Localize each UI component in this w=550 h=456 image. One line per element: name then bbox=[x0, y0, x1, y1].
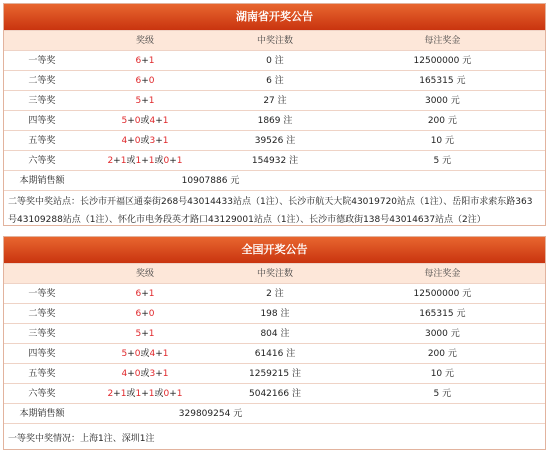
winner-count bbox=[210, 304, 340, 323]
ball-digit: 1 bbox=[120, 389, 127, 399]
match-rule bbox=[80, 324, 211, 343]
prize-unit: 元 bbox=[447, 349, 457, 359]
prize-value: 200 bbox=[427, 116, 446, 126]
ball-digit: 1 bbox=[135, 156, 142, 166]
red-ball-count: 5 bbox=[135, 329, 142, 339]
prize-value: 3000 bbox=[424, 329, 448, 339]
count-value: 154932 bbox=[251, 156, 287, 166]
prize-unit: 元 bbox=[442, 156, 452, 166]
prize-level: 三等奖 bbox=[28, 329, 56, 339]
count-unit: 注 bbox=[291, 369, 301, 379]
count-value: 1869 bbox=[257, 116, 281, 126]
red-ball-count: 6 bbox=[135, 289, 142, 299]
rule-connector: + bbox=[127, 116, 135, 126]
header-count: 中奖注数 bbox=[256, 36, 293, 46]
prize-amount bbox=[340, 131, 545, 150]
ball-digit: 1 bbox=[162, 369, 169, 379]
winner-count bbox=[210, 131, 340, 150]
prize-level: 四等奖 bbox=[28, 349, 56, 359]
ball-digit: 1 bbox=[148, 389, 155, 399]
rule-connector: 或 bbox=[140, 136, 150, 146]
match-rule bbox=[80, 304, 211, 323]
prize-level: 六等奖 bbox=[28, 156, 56, 166]
prize-level: 二等奖 bbox=[28, 309, 56, 319]
prize-level: 五等奖 bbox=[28, 369, 56, 379]
sales-value: 10907886 元 bbox=[181, 176, 240, 186]
sales-label: 本期销售额 bbox=[19, 176, 65, 186]
match-rule bbox=[80, 111, 211, 130]
winner-count bbox=[210, 344, 340, 363]
table-row bbox=[4, 343, 545, 363]
prize-value: 5 bbox=[433, 389, 440, 399]
prize-unit: 元 bbox=[456, 76, 466, 86]
rule-connector: + bbox=[127, 136, 135, 146]
national-first-prize-note: 一等奖中奖情况：上海1注、深圳1注 bbox=[4, 423, 545, 453]
match-rule bbox=[80, 364, 211, 383]
count-value: 1259215 bbox=[249, 369, 290, 379]
winner-count bbox=[210, 91, 340, 110]
winner-count bbox=[210, 324, 340, 343]
prize-amount bbox=[340, 364, 545, 383]
header-level bbox=[4, 31, 80, 50]
count-unit: 注 bbox=[286, 136, 296, 146]
rule-connector: + bbox=[113, 156, 121, 166]
winner-count bbox=[210, 111, 340, 130]
table-row bbox=[4, 110, 545, 130]
prize-level: 三等奖 bbox=[28, 96, 56, 106]
table-row bbox=[4, 323, 545, 343]
count-unit: 注 bbox=[286, 349, 296, 359]
national-sales-row bbox=[4, 403, 545, 423]
winner-count bbox=[210, 384, 340, 403]
prize-amount bbox=[340, 304, 545, 323]
hunan-sales-row bbox=[4, 170, 545, 190]
table-row bbox=[4, 283, 545, 303]
rule-connector: + bbox=[169, 156, 177, 166]
prize-level: 一等奖 bbox=[28, 289, 56, 299]
count-unit: 注 bbox=[280, 309, 290, 319]
prize-value: 12500000 bbox=[413, 56, 460, 66]
ball-digit: 4 bbox=[149, 116, 156, 126]
prize-unit: 元 bbox=[445, 369, 455, 379]
match-rule bbox=[80, 384, 211, 403]
national-panel-title: 全国开奖公告 bbox=[4, 237, 545, 263]
table-row bbox=[4, 363, 545, 383]
national-table-body bbox=[4, 283, 545, 403]
winner-count bbox=[210, 364, 340, 383]
count-value: 804 bbox=[260, 329, 278, 339]
header-level-label: 奖级 bbox=[135, 36, 154, 46]
ball-digit: 3 bbox=[149, 369, 156, 379]
match-rule bbox=[80, 284, 211, 303]
prize-amount bbox=[340, 71, 545, 90]
match-rule bbox=[80, 51, 211, 70]
rule-connector: 或 bbox=[126, 156, 136, 166]
plus-sign: + bbox=[141, 76, 149, 86]
hunan-second-prize-note: 二等奖中奖站点：长沙市开福区通泰街268号43014433站点（1注）、长沙市航天大院43019720站点（1注）、岳阳市求索东路363号43109288站点（1注）、怀化市电务段英才路口43129001站点（1注）、长沙市德政街138号43014637站点（2注） bbox=[4, 190, 545, 233]
match-rule bbox=[80, 91, 211, 110]
ball-digit: 0 bbox=[134, 136, 141, 146]
ball-digit: 2 bbox=[107, 156, 114, 166]
rule-connector: + bbox=[155, 136, 163, 146]
sales-value: 329809254 元 bbox=[178, 409, 243, 419]
rule-connector: + bbox=[155, 369, 163, 379]
table-row bbox=[4, 70, 545, 90]
count-unit: 注 bbox=[274, 289, 284, 299]
national-table-header bbox=[4, 263, 545, 283]
header-prize: 每注奖金 bbox=[424, 36, 461, 46]
rule-connector: 或 bbox=[140, 116, 150, 126]
hunan-table-body bbox=[4, 50, 545, 170]
prize-level: 六等奖 bbox=[28, 389, 56, 399]
header-count: 中奖注数 bbox=[256, 269, 293, 279]
table-row bbox=[4, 130, 545, 150]
red-ball-count: 6 bbox=[135, 309, 142, 319]
ball-digit: 1 bbox=[148, 156, 155, 166]
count-value: 39526 bbox=[254, 136, 284, 146]
count-value: 5042166 bbox=[249, 389, 290, 399]
winner-count bbox=[210, 71, 340, 90]
prize-unit: 元 bbox=[445, 136, 455, 146]
count-unit: 注 bbox=[280, 329, 290, 339]
plus-sign: + bbox=[141, 96, 149, 106]
count-value: 2 bbox=[266, 289, 272, 299]
ball-digit: 0 bbox=[134, 369, 141, 379]
ball-digit: 1 bbox=[176, 389, 183, 399]
prize-amount bbox=[340, 151, 545, 170]
winner-count bbox=[210, 51, 340, 70]
prize-value: 165315 bbox=[419, 309, 454, 319]
match-rule bbox=[80, 131, 211, 150]
count-unit: 注 bbox=[277, 96, 287, 106]
blue-ball-count: 1 bbox=[148, 96, 155, 106]
count-value: 0 bbox=[266, 56, 272, 66]
rule-connector: 或 bbox=[154, 156, 164, 166]
prize-unit: 元 bbox=[442, 389, 452, 399]
rule-connector: 或 bbox=[126, 389, 136, 399]
table-row bbox=[4, 150, 545, 170]
hunan-announcement-panel bbox=[3, 3, 546, 226]
hunan-table-header bbox=[4, 30, 545, 50]
header-prize: 每注奖金 bbox=[424, 269, 461, 279]
table-row bbox=[4, 90, 545, 110]
blue-ball-count: 0 bbox=[148, 76, 155, 86]
ball-digit: 4 bbox=[121, 369, 128, 379]
match-rule bbox=[80, 344, 211, 363]
prize-unit: 元 bbox=[462, 56, 472, 66]
ball-digit: 0 bbox=[163, 389, 170, 399]
prize-value: 10 bbox=[430, 369, 443, 379]
ball-digit: 3 bbox=[149, 136, 156, 146]
ball-digit: 1 bbox=[176, 156, 183, 166]
prize-level: 二等奖 bbox=[28, 76, 56, 86]
plus-sign: + bbox=[141, 289, 149, 299]
rule-connector: 或 bbox=[154, 389, 164, 399]
ball-digit: 1 bbox=[162, 349, 169, 359]
rule-connector: + bbox=[169, 389, 177, 399]
prize-unit: 元 bbox=[462, 289, 472, 299]
ball-digit: 1 bbox=[135, 389, 142, 399]
prize-level: 五等奖 bbox=[28, 136, 56, 146]
prize-value: 10 bbox=[430, 136, 443, 146]
prize-unit: 元 bbox=[450, 96, 460, 106]
prize-level: 一等奖 bbox=[28, 56, 56, 66]
ball-digit: 1 bbox=[162, 116, 169, 126]
table-row bbox=[4, 383, 545, 403]
ball-digit: 5 bbox=[121, 116, 128, 126]
ball-digit: 5 bbox=[121, 349, 128, 359]
ball-digit: 1 bbox=[162, 136, 169, 146]
count-value: 6 bbox=[266, 76, 272, 86]
national-announcement-panel bbox=[3, 236, 546, 450]
winner-count bbox=[210, 151, 340, 170]
ball-digit: 0 bbox=[163, 156, 170, 166]
ball-digit: 4 bbox=[149, 349, 156, 359]
blue-ball-count: 0 bbox=[148, 309, 155, 319]
plus-sign: + bbox=[141, 329, 149, 339]
red-ball-count: 5 bbox=[135, 96, 142, 106]
prize-value: 200 bbox=[427, 349, 446, 359]
rule-connector: 或 bbox=[140, 349, 150, 359]
winner-count bbox=[210, 284, 340, 303]
rule-connector: + bbox=[141, 156, 149, 166]
plus-sign: + bbox=[141, 309, 149, 319]
match-rule bbox=[80, 71, 211, 90]
rule-connector: + bbox=[155, 349, 163, 359]
prize-amount bbox=[340, 51, 545, 70]
blue-ball-count: 1 bbox=[148, 329, 155, 339]
rule-connector: + bbox=[141, 389, 149, 399]
prize-amount bbox=[340, 344, 545, 363]
rule-connector: + bbox=[127, 369, 135, 379]
prize-value: 12500000 bbox=[413, 289, 460, 299]
rule-connector: + bbox=[113, 389, 121, 399]
table-row bbox=[4, 303, 545, 323]
ball-digit: 4 bbox=[121, 136, 128, 146]
plus-sign: + bbox=[141, 56, 149, 66]
count-value: 27 bbox=[263, 96, 275, 106]
prize-amount bbox=[340, 111, 545, 130]
prize-value: 3000 bbox=[424, 96, 448, 106]
prize-value: 165315 bbox=[419, 76, 454, 86]
blue-ball-count: 1 bbox=[148, 56, 155, 66]
header-level bbox=[4, 264, 80, 283]
count-value: 198 bbox=[260, 309, 278, 319]
red-ball-count: 6 bbox=[135, 76, 142, 86]
count-unit: 注 bbox=[283, 116, 293, 126]
table-row bbox=[4, 50, 545, 70]
count-unit: 注 bbox=[291, 389, 301, 399]
prize-amount bbox=[340, 91, 545, 110]
prize-value: 5 bbox=[433, 156, 440, 166]
ball-digit: 2 bbox=[107, 389, 114, 399]
count-unit: 注 bbox=[274, 76, 284, 86]
ball-digit: 1 bbox=[120, 156, 127, 166]
prize-unit: 元 bbox=[450, 329, 460, 339]
prize-unit: 元 bbox=[456, 309, 466, 319]
count-unit: 注 bbox=[289, 156, 299, 166]
prize-level: 四等奖 bbox=[28, 116, 56, 126]
sales-label: 本期销售额 bbox=[19, 409, 65, 419]
rule-connector: 或 bbox=[140, 369, 150, 379]
count-unit: 注 bbox=[274, 56, 284, 66]
prize-unit: 元 bbox=[447, 116, 457, 126]
blue-ball-count: 1 bbox=[148, 289, 155, 299]
header-level-label: 奖级 bbox=[135, 269, 154, 279]
prize-amount bbox=[340, 284, 545, 303]
hunan-panel-title: 湖南省开奖公告 bbox=[4, 4, 545, 30]
rule-connector: + bbox=[155, 116, 163, 126]
count-value: 61416 bbox=[254, 349, 284, 359]
red-ball-count: 6 bbox=[135, 56, 142, 66]
match-rule bbox=[80, 151, 211, 170]
ball-digit: 0 bbox=[134, 116, 141, 126]
prize-amount bbox=[340, 324, 545, 343]
prize-amount bbox=[340, 384, 545, 403]
rule-connector: + bbox=[127, 349, 135, 359]
ball-digit: 0 bbox=[134, 349, 141, 359]
